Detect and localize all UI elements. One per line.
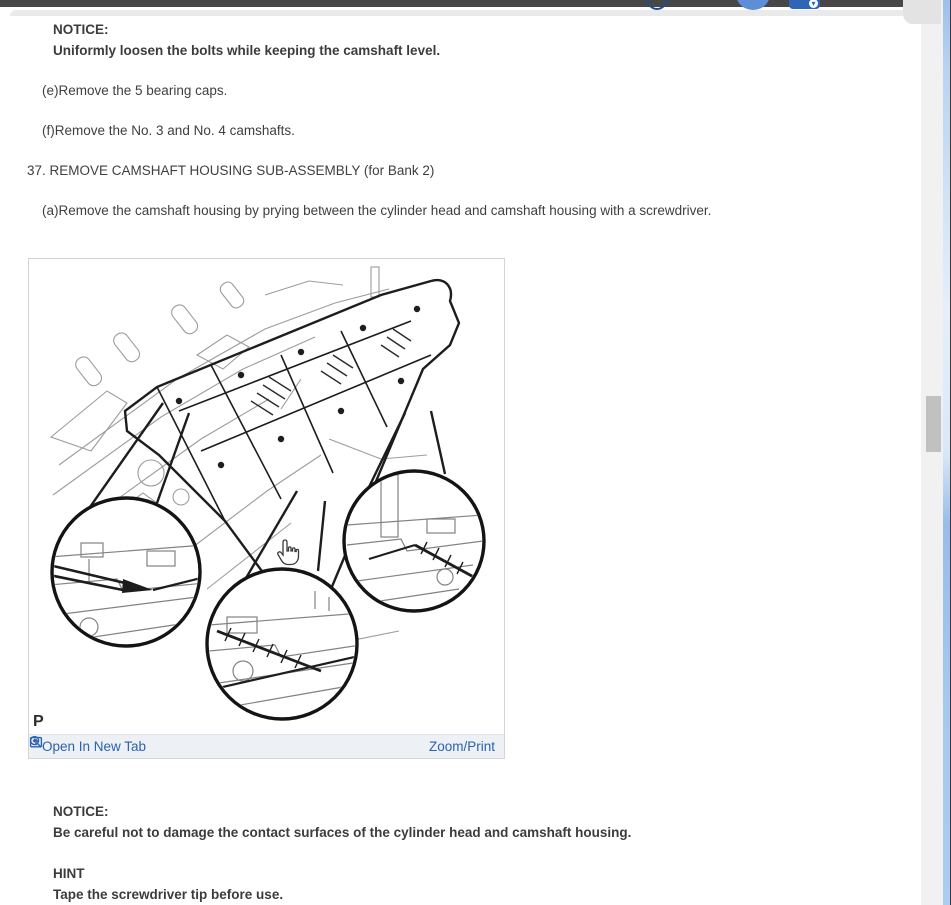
chevron-down-icon: ▾	[809, 0, 818, 8]
top-toolbar-icons	[0, 0, 903, 11]
step-a: (a)Remove the camshaft housing by prying between the cylinder head and camshaft housing with a screwdriver.	[42, 203, 712, 218]
camshaft-housing-diagram[interactable]	[29, 259, 504, 734]
figure-page-letter: P	[33, 713, 44, 730]
zoom-print-label: Zoom/Print	[428, 739, 495, 754]
notice-top-text: Uniformly loosen the bolts while keeping the camshaft level.	[53, 43, 441, 58]
figure-toolbar	[29, 734, 504, 758]
open-in-new-tab-link[interactable]	[42, 739, 146, 754]
step-f: (f)Remove the No. 3 and No. 4 camshafts.	[42, 123, 295, 138]
notice-top-label: NOTICE:	[53, 22, 109, 37]
notice-bottom-label: NOTICE:	[53, 804, 109, 819]
avatar-icon[interactable]	[736, 0, 770, 10]
hint-text: Tape the screwdriver tip before use.	[53, 887, 284, 902]
search-icon[interactable]	[646, 0, 668, 10]
figure-panel	[28, 258, 505, 759]
vertical-scrollbar-track[interactable]	[921, 0, 943, 905]
export-icon[interactable]	[789, 0, 820, 9]
zoom-plus-icon	[29, 735, 43, 749]
step-37-heading: 37. REMOVE CAMSHAFT HOUSING SUB-ASSEMBLY (for Bank 2)	[27, 163, 435, 178]
step-e: (e)Remove the 5 bearing caps.	[42, 83, 228, 98]
zoom-print-link[interactable]	[429, 739, 495, 754]
notice-bottom-text: Be careful not to damage the contact surfaces of the cylinder head and camshaft housing.	[53, 825, 632, 840]
side-blue-scroll-strip[interactable]	[943, 0, 950, 905]
hand-cursor-icon	[278, 540, 299, 565]
content-top-right-corner	[903, 0, 941, 24]
hint-label: HINT	[53, 866, 85, 881]
open-in-new-tab-label: Open In New Tab	[42, 739, 147, 754]
vertical-scrollbar-thumb[interactable]	[926, 396, 941, 452]
